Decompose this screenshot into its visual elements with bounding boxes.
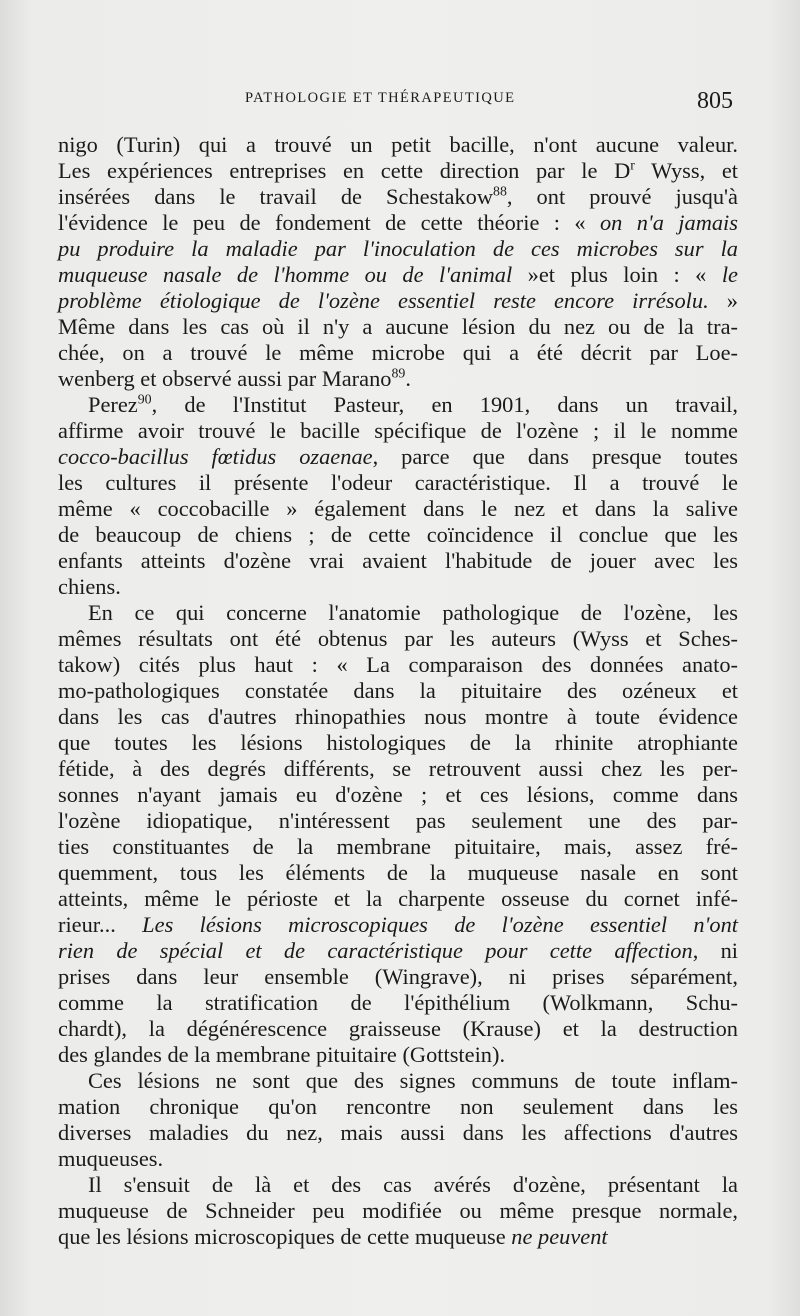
- footnote-ref: 88: [493, 184, 507, 200]
- text-line: [58, 1172, 738, 1198]
- italic-text: Les lésions microscopiques de l'ozène essentiel n'ont: [142, 912, 739, 937]
- text-segment: chardt), la dégénérescence graisseuse (Krause) et la destruction: [58, 1016, 738, 1041]
- italic-text: on n'a jamais: [599, 210, 738, 235]
- text-line: [58, 574, 738, 600]
- text-line: [58, 262, 738, 288]
- italic-text: rien de spécial et de caractéristique pour cette affection: [58, 938, 693, 963]
- paragraph: [58, 392, 738, 600]
- text-segment: quemment, tous les éléments de la muqueuse nasale en sont: [58, 860, 738, 885]
- text-segment: l'ozène idiopatique, n'intéressent pas seulement une des par-: [58, 808, 738, 833]
- text-line: [58, 808, 738, 834]
- text-line: [58, 132, 738, 158]
- text-segment: wenberg et observé aussi par Marano: [58, 366, 392, 391]
- text-line: [58, 600, 738, 626]
- text-segment: que toutes les lésions histologiques de la rhinite atrophiante: [58, 730, 738, 755]
- text-line: [58, 158, 738, 184]
- text-segment: Perez: [88, 392, 138, 417]
- text-segment: fétide, à des degrés différents, se retrouvent aussi chez les per-: [58, 756, 738, 781]
- text-segment: insérées dans le travail de Schestakow: [58, 184, 493, 209]
- text-segment: .: [405, 366, 411, 391]
- text-segment: les cultures il présente l'odeur caractéristique. Il a trouvé le: [58, 470, 738, 495]
- text-segment: mation chronique qu'on rencontre non seulement dans les: [58, 1094, 738, 1119]
- text-segment: Wyss, et: [634, 158, 738, 183]
- text-line: [58, 236, 738, 262]
- text-segment: l'évidence le peu de fondement de cette théorie : «: [58, 210, 600, 235]
- text-line: [58, 548, 738, 574]
- text-segment: , parce que dans presque toutes: [372, 444, 738, 469]
- text-line: [58, 1068, 738, 1094]
- text-line: [58, 860, 738, 886]
- text-segment: nigo (Turin) qui a trouvé un petit bacille, n'ont aucune valeur.: [58, 132, 738, 157]
- page-number: 805: [697, 88, 733, 114]
- text-segment: »: [708, 288, 738, 313]
- text-line: [58, 756, 738, 782]
- text-segment: , de l'Institut Pasteur, en 1901, dans un travail,: [151, 392, 738, 417]
- text-segment: ties constituantes de la membrane pituitaire, mais, assez fré-: [58, 834, 738, 859]
- text-line: [58, 1146, 738, 1172]
- text-segment: , ni: [692, 938, 738, 963]
- footnote-ref: 90: [137, 392, 152, 408]
- footnote-ref: 89: [391, 366, 406, 382]
- text-line: [58, 210, 738, 236]
- text-line: [58, 1094, 738, 1120]
- text-segment: prises dans leur ensemble (Wingrave), ni prises séparément,: [58, 964, 738, 989]
- text-line: [58, 1016, 738, 1042]
- text-segment: muqueuse de Schneider peu modifiée ou même presque normale,: [58, 1198, 738, 1223]
- text-segment: de beaucoup de chiens ; de cette coïncidence il conclue que les: [58, 522, 738, 547]
- text-segment: dans les cas d'autres rhinopathies nous montre à toute évidence: [58, 704, 738, 729]
- text-line: [58, 964, 738, 990]
- text-segment: mêmes résultats ont été obtenus par les auteurs (Wyss et Sches-: [58, 626, 738, 651]
- text-segment: , ont prouvé jusqu'à: [506, 184, 738, 209]
- text-segment: comme la stratification de l'épithélium (Wolkmann, Schu-: [58, 990, 738, 1015]
- text-segment: chée, on a trouvé le même microbe qui a été décrit par Loe-: [58, 340, 738, 365]
- text-segment: »et plus loin : «: [512, 262, 722, 287]
- text-line: [58, 184, 738, 210]
- italic-text: pu produire la maladie par l'inoculation de ces microbes sur la: [58, 236, 738, 261]
- italic-text: le: [721, 262, 738, 287]
- text-segment: des glandes de la membrane pituitaire (Gottstein).: [58, 1042, 506, 1067]
- text-line: [58, 626, 738, 652]
- text-line: [58, 782, 738, 808]
- text-line: [58, 912, 738, 938]
- text-line: [58, 1042, 738, 1068]
- text-line: [58, 834, 738, 860]
- italic-text: muqueuse nasale de l'homme ou de l'animal: [58, 262, 513, 287]
- paragraph: [58, 1172, 738, 1250]
- text-line: [58, 704, 738, 730]
- text-line: [58, 392, 738, 418]
- text-line: [58, 1198, 738, 1224]
- text-line: [58, 1224, 738, 1250]
- italic-text: cocco-bacillus fœtidus ozaenae: [58, 444, 373, 469]
- text-line: [58, 938, 738, 964]
- text-segment: muqueuses.: [58, 1146, 164, 1171]
- text-line: [58, 470, 738, 496]
- running-title: PATHOLOGIE ET THÉRAPEUTIQUE: [245, 90, 516, 106]
- text-line: [58, 1120, 738, 1146]
- text-line: [58, 496, 738, 522]
- text-line: [58, 444, 738, 470]
- text-segment: Ces lésions ne sont que des signes communs de toute inflam-: [88, 1068, 738, 1093]
- text-segment: enfants atteints d'ozène vrai avaient l'habitude de jouer avec les: [58, 548, 738, 573]
- text-line: [58, 418, 738, 444]
- text-segment: rieur...: [58, 912, 143, 937]
- text-segment: atteints, même le périoste et la charpente osseuse du cornet infé-: [58, 886, 738, 911]
- text-segment: diverses maladies du nez, mais aussi dans les affections d'autres: [58, 1120, 738, 1145]
- text-line: [58, 886, 738, 912]
- text-segment: affirme avoir trouvé le bacille spécifique de l'ozène ; il le nomme: [58, 418, 738, 443]
- text-segment: En ce qui concerne l'anatomie pathologique de l'ozène, les: [88, 600, 738, 625]
- paragraph: [58, 132, 738, 392]
- text-segment: que les lésions microscopiques de cette muqueuse: [58, 1224, 512, 1249]
- text-line: [58, 366, 738, 392]
- text-segment: Même dans les cas où il n'y a aucune lésion du nez ou de la tra-: [58, 314, 738, 339]
- text-segment: mo-pathologiques constatée dans la pituitaire des ozéneux et: [58, 678, 738, 703]
- footnote-ref: r: [630, 158, 635, 174]
- paragraph: [58, 1068, 738, 1172]
- paragraph: [58, 600, 738, 1068]
- body-text: [58, 132, 738, 1250]
- text-segment: Il s'ensuit de là et des cas avérés d'ozène, présentant la: [88, 1172, 738, 1197]
- italic-text: ne peuvent: [511, 1224, 608, 1249]
- text-line: [58, 314, 738, 340]
- text-line: [58, 990, 738, 1016]
- text-line: [58, 522, 738, 548]
- text-line: [58, 288, 738, 314]
- italic-text: problème étiologique de l'ozène essentiel reste encore irrésolu.: [58, 288, 709, 313]
- text-line: [58, 678, 738, 704]
- text-segment: chiens.: [58, 574, 121, 599]
- text-line: [58, 730, 738, 756]
- text-segment: takow) cités plus haut : « La comparaison des données anato-: [58, 652, 738, 677]
- text-segment: même « coccobacille » également dans le nez et dans la salive: [58, 496, 738, 521]
- text-line: [58, 340, 738, 366]
- text-segment: sonnes n'ayant jamais eu d'ozène ; et ces lésions, comme dans: [58, 782, 738, 807]
- text-segment: Les expériences entreprises en cette direction par le D: [58, 158, 631, 183]
- text-line: [58, 652, 738, 678]
